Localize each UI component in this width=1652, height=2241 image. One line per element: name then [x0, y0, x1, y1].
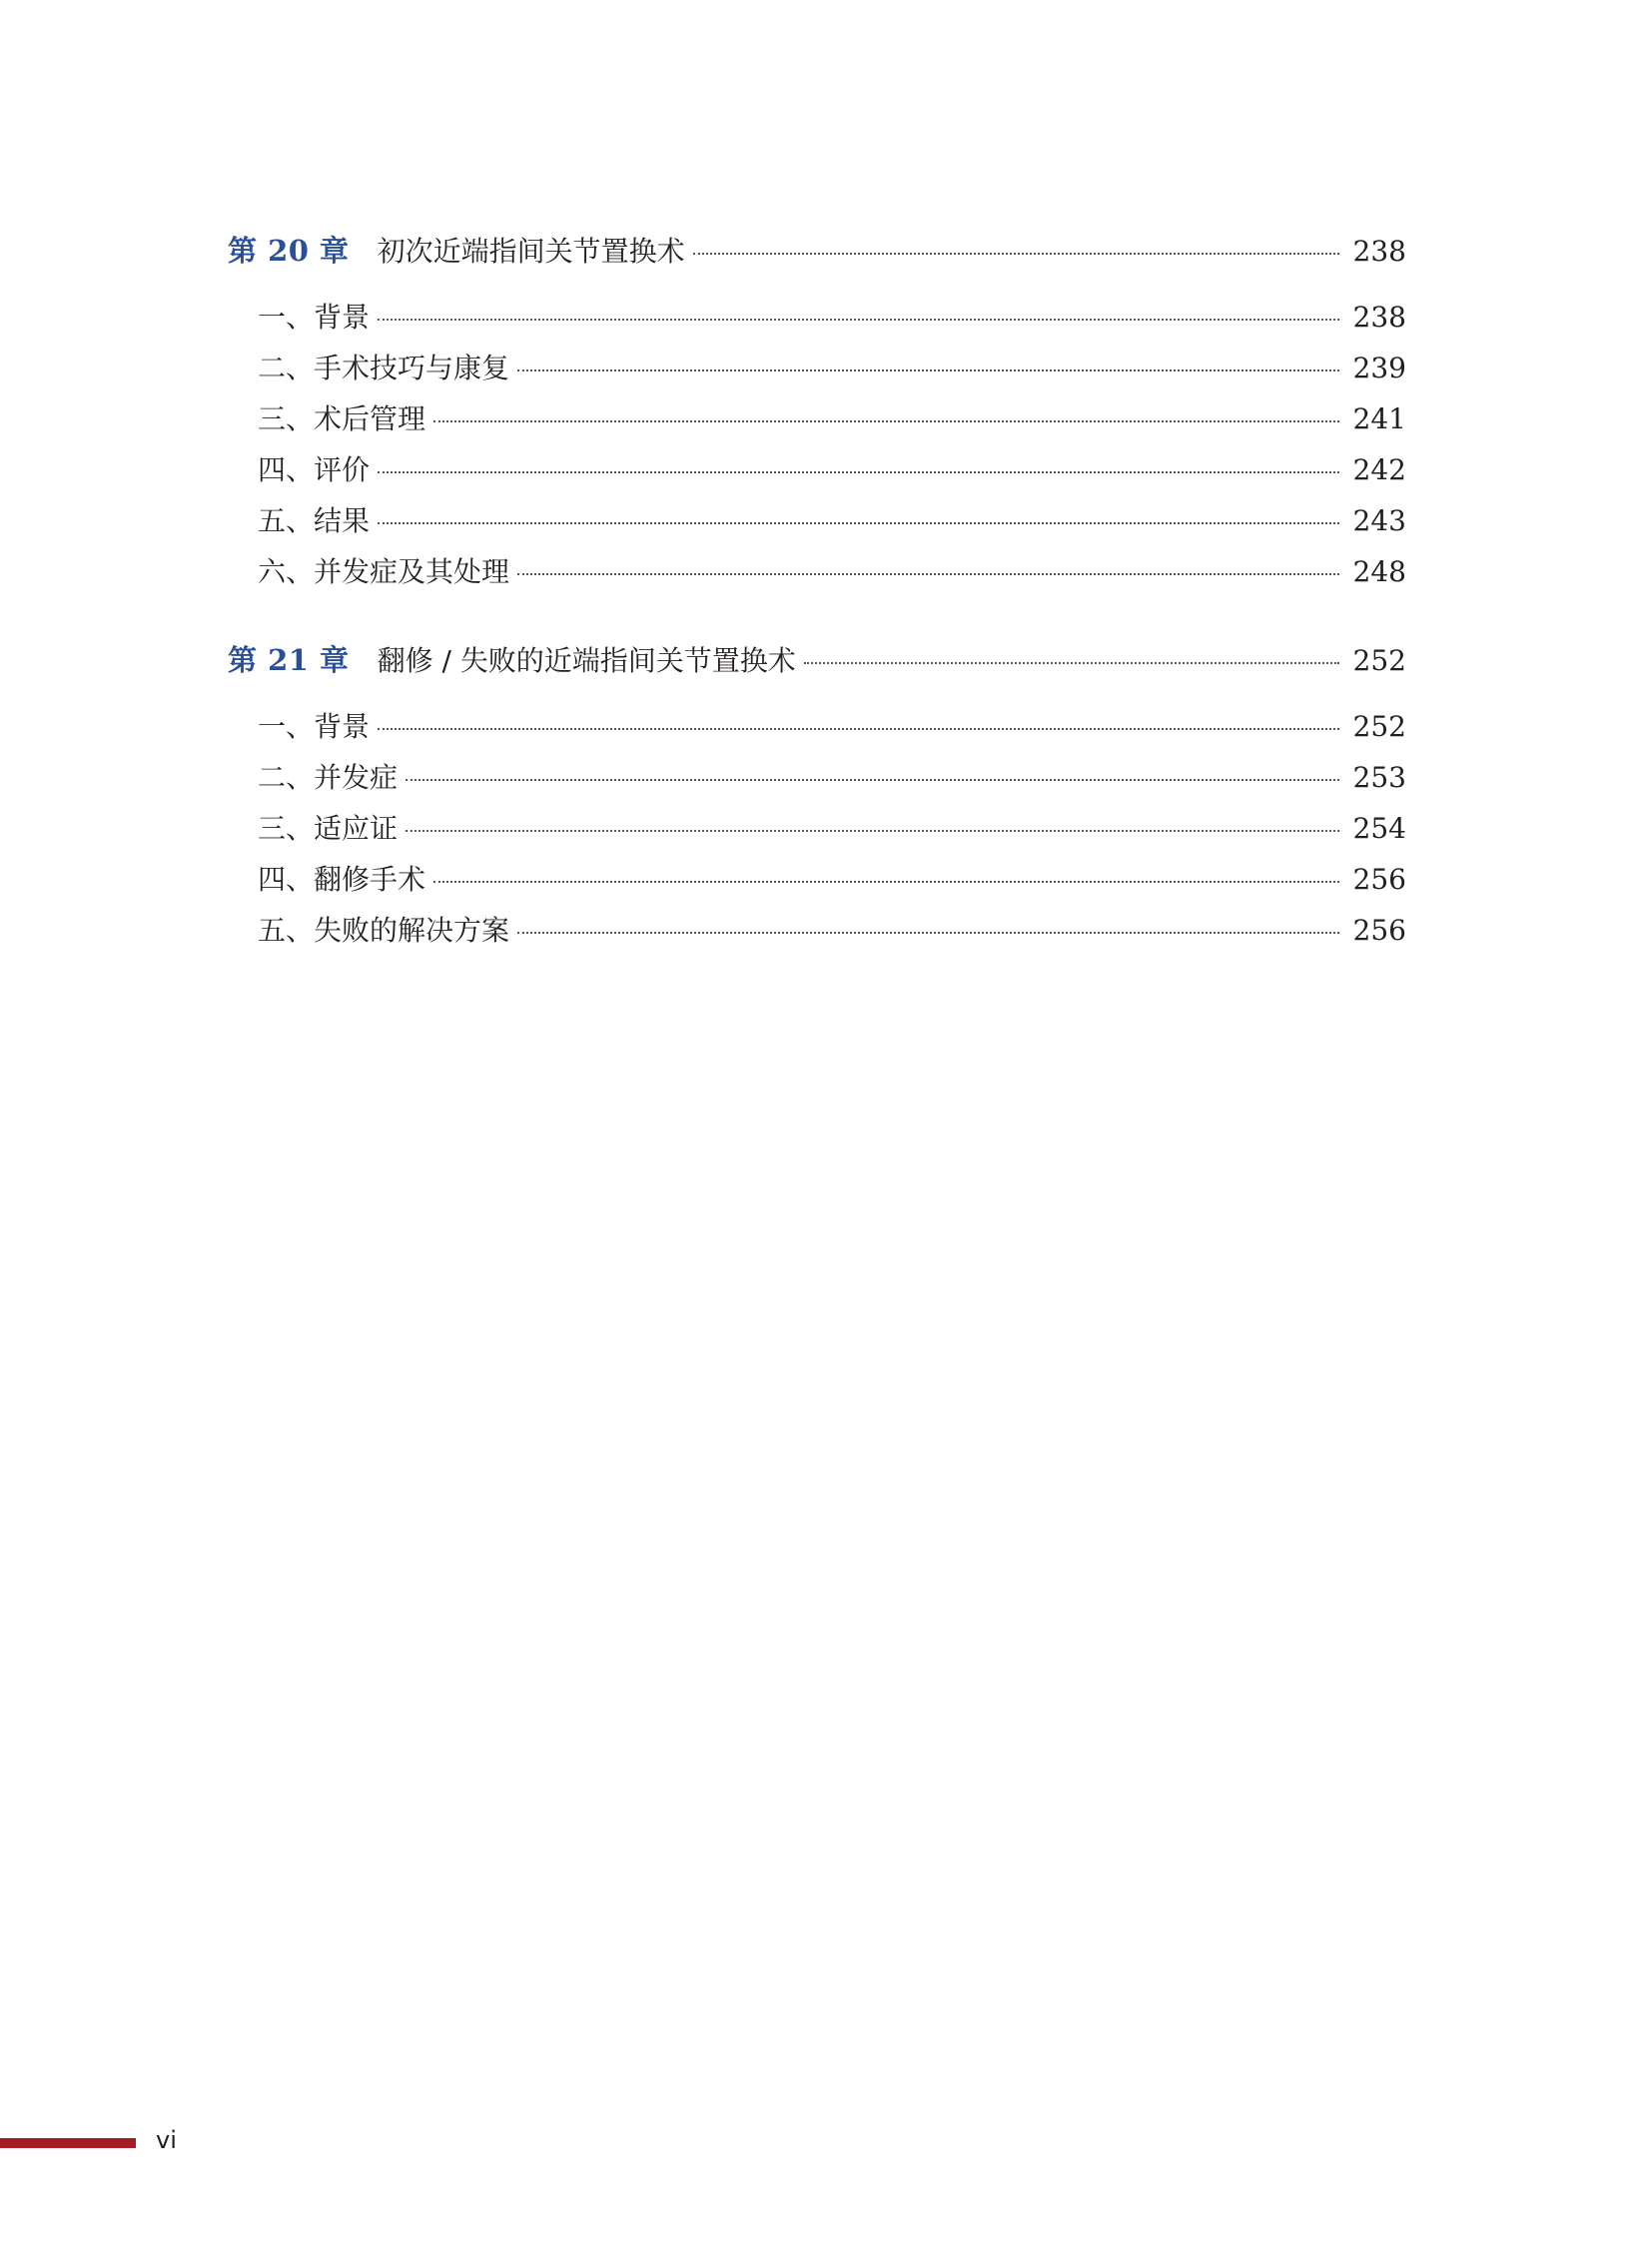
- page-number: 238: [1352, 235, 1406, 268]
- section-title: 二、手术技巧与康复: [258, 352, 510, 384]
- section-title: 一、背景: [258, 301, 371, 334]
- toc-entry[interactable]: [228, 858, 1406, 898]
- section-title: 三、术后管理: [258, 402, 426, 435]
- dot-leader: [517, 370, 1339, 372]
- page-number: 252: [1352, 644, 1406, 677]
- chapter-number: 第 20 章: [228, 234, 350, 268]
- page-number: 256: [1352, 863, 1406, 896]
- section-title: 五、失败的解决方案: [258, 914, 510, 947]
- dot-leader: [378, 728, 1339, 730]
- toc-entry[interactable]: [228, 807, 1406, 847]
- section-title: 六、并发症及其处理: [258, 555, 510, 588]
- page-number: 238: [1352, 301, 1406, 334]
- chapter-title: 初次近端指间关节置换术: [377, 235, 685, 268]
- page-number: 254: [1352, 812, 1406, 845]
- section-title: 四、翻修手术: [258, 863, 426, 896]
- dot-leader: [693, 253, 1339, 255]
- toc-entry[interactable]: [228, 296, 1406, 336]
- dot-leader: [378, 522, 1339, 524]
- section-title: 三、适应证: [258, 812, 399, 845]
- page-number: 256: [1352, 914, 1406, 947]
- section-title: 五、结果: [258, 504, 371, 537]
- toc-entry[interactable]: [228, 705, 1406, 745]
- chapter-number: 第 21 章: [228, 643, 350, 677]
- toc-chapter-20[interactable]: [228, 229, 1406, 269]
- section-title: 四、评价: [258, 453, 371, 486]
- toc-entry[interactable]: [228, 550, 1406, 590]
- dot-leader: [517, 573, 1339, 575]
- dot-leader: [433, 420, 1339, 422]
- dot-leader: [804, 662, 1339, 664]
- page-number: 241: [1352, 402, 1406, 435]
- page-number: 242: [1352, 453, 1406, 486]
- toc-entry[interactable]: [228, 347, 1406, 386]
- dot-leader: [517, 932, 1339, 934]
- page-number: 243: [1352, 504, 1406, 537]
- section-title: 二、并发症: [258, 761, 399, 794]
- dot-leader: [406, 779, 1339, 781]
- toc-entry[interactable]: [228, 756, 1406, 796]
- page-number: 252: [1352, 710, 1406, 743]
- toc-entry[interactable]: [228, 499, 1406, 539]
- page-number: 248: [1352, 555, 1406, 588]
- toc-entry[interactable]: [228, 397, 1406, 437]
- page-number: 253: [1352, 761, 1406, 794]
- dot-leader: [406, 830, 1339, 832]
- page-folio: vi: [156, 2126, 177, 2154]
- toc-chapter-21[interactable]: [228, 638, 1406, 678]
- dot-leader: [378, 471, 1339, 473]
- chapter-title: 翻修 / 失败的近端指间关节置换术: [377, 644, 796, 677]
- section-title: 一、背景: [258, 710, 371, 743]
- folio-accent-bar: [0, 2138, 136, 2148]
- dot-leader: [433, 881, 1339, 883]
- page-number: 239: [1352, 352, 1406, 384]
- dot-leader: [378, 319, 1339, 321]
- toc-entry[interactable]: [228, 909, 1406, 949]
- toc-entry[interactable]: [228, 448, 1406, 488]
